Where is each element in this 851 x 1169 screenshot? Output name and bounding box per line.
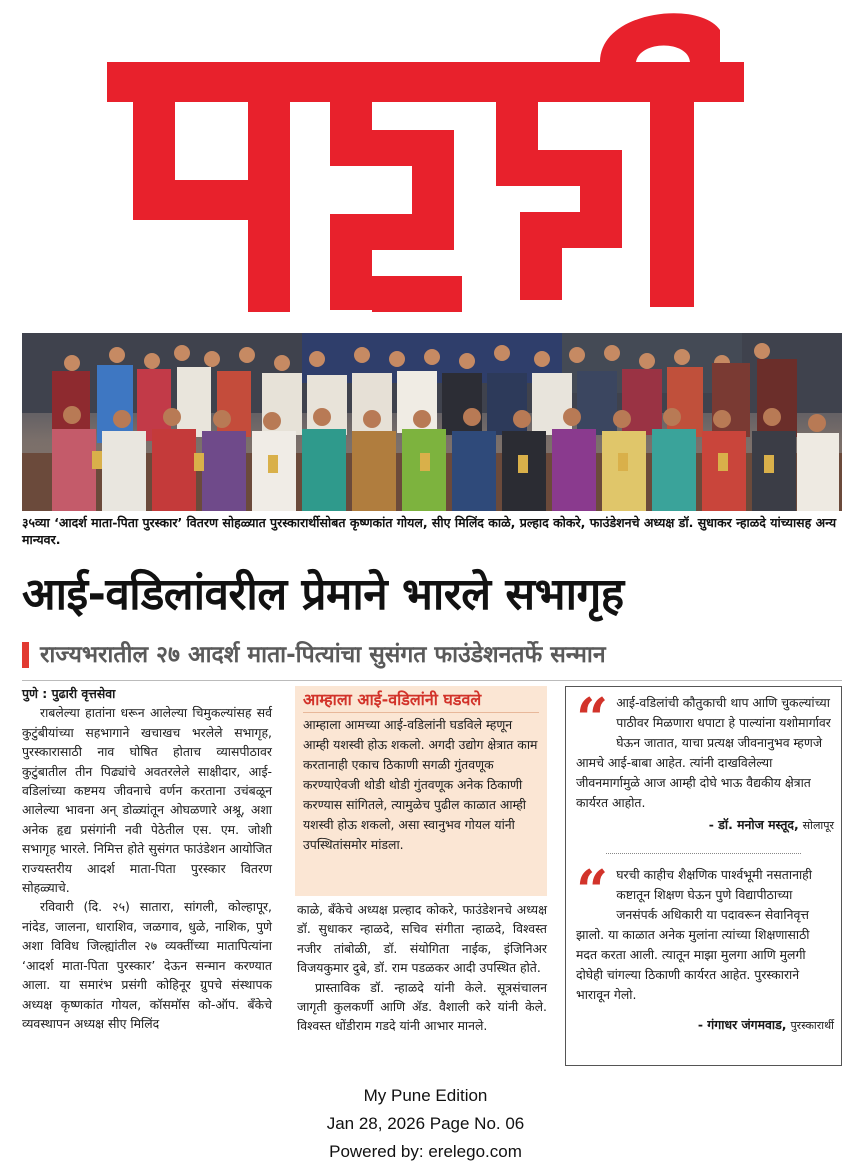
masthead-logo	[0, 0, 851, 320]
quote-2-place: पुरस्कारार्थी	[790, 1019, 834, 1032]
section-divider	[22, 680, 842, 681]
quote-2-text: घरची काहीच शैक्षणिक पार्श्वभूमी नसतानाही कष्टातून शिक्षण घेऊन पुणे विद्यापीठाच्या जनसंपर्क अधिकारी या पदावरून सेवानिवृत्त झालो. या काळात अनेक मुलांना त्यांच्या शिक्षणासाठी मदत करता आली. त्यातून माझा मुलगा आणि मुलगी दोघेही चांगल्या ठिकाणी कार्यरत आहेत. पुरस्काराने भारावून गेलो.	[576, 867, 812, 1002]
quote-2-attribution	[576, 1015, 834, 1036]
event-photo	[22, 333, 842, 511]
quote-mark-icon: “	[576, 686, 609, 752]
quote-mark-icon: “	[576, 858, 609, 924]
highlight-box-body: आम्हाला आमच्या आई-वडिलांनी घडविले म्हणून आम्ही यशस्वी होऊ शकलो. अगदी उद्योग क्षेत्रात काम करतानाही एकाच ठिकाणी सगळी गुंतवणूक करण्याऐवजी थोडी थोडी गुंतवणूक अनेक ठिकाणी करण्यास सांगितले, त्यामुळेच पुढील काळात आम्ही यशस्वी होऊ शकलो, असा स्वानुभव गोयल यांनी उपस्थितांसमोर मांडला.	[303, 717, 538, 852]
powered-by: Powered by: erelego.com	[329, 1142, 522, 1161]
edition-footer	[0, 1082, 851, 1166]
article-paragraph-4: प्रास्ताविक डॉ. न्हाळदे यांनी केले. सूत्रसंचालन जागृती कुलकर्णी आणि ॲड. वैशाली करे यांनी केले. विश्वस्त धोंडीराम गडदे यांनी आभार मानले.	[297, 979, 547, 1034]
article-column-2	[297, 900, 547, 1036]
quote-1-place: सोलापूर	[802, 819, 834, 832]
edition-name: My Pune Edition	[363, 1086, 488, 1105]
masthead	[0, 0, 851, 320]
subheadline	[22, 638, 842, 674]
group-photo-illustration	[22, 333, 842, 511]
dateline: पुणे : पुढारी वृत्तसेवा	[22, 686, 116, 701]
article-column-1	[22, 684, 272, 1033]
photo-caption: ३५व्या ‘आदर्श माता-पिता पुरस्कार’ वितरण सोहळ्यात पुरस्कारार्थीसोबत कृष्णकांत गोयल, सीए मिलिंद काळे, प्रल्हाद कोकरे, फाउंडेशनचे अध्यक्ष डॉ. सुधाकर न्हाळदे यांच्यासह अन्य मान्यवर.	[22, 515, 837, 547]
quote-1-text: आई-वडिलांची कौतुकाची थाप आणि चुकल्यांच्या पाठीवर मिळणारा धपाटा हे पाल्यांना यशोमार्गावर घेऊन जातात, याचा प्रत्यक्ष जीवनानुभव म्हणजे आमचे आई-बाबा आहेत. त्यांनी दाखविलेल्या जीवनमार्गामुळे आज आम्ही दोघे भाऊ वैद्यकीय क्षेत्रात कार्यरत आहोत.	[576, 695, 831, 810]
subhead-text: राज्यभरातील २७ आदर्श माता-पित्यांचा सुसंगत फाउंडेशनतर्फे सन्मान	[40, 642, 606, 668]
article-paragraph-2: रविवारी (दि. २५) सातारा, सांगली, कोल्हापूर, नांदेड, जालना, धाराशिव, जळगाव, धुळे, नाशिक, पुणे अशा विविध जिल्ह्यांतील २७ व्यक्तींच्या मातापित्यांना ‘आदर्श माता-पिता पुरस्कार’ देऊन सन्मान करण्यात आला. या समारंभ प्रसंगी कोहिनूर ग्रुपचे संस्थापक अध्यक्ष कृष्णकांत गोयल, कॉसमॉस को-ऑप. बँकेचे व्यवस्थापन अध्यक्ष सीए मिलिंद	[22, 899, 272, 1031]
quote-1-attribution	[576, 815, 834, 836]
subhead-accent-bar	[22, 642, 29, 668]
headline: आई-वडिलांवरील प्रेमाने भारले सभागृह	[22, 569, 624, 620]
quote-2	[576, 858, 834, 1036]
edition-date-page: Jan 28, 2026 Page No. 06	[326, 1114, 525, 1133]
quotes-box	[565, 686, 842, 1066]
quote-1-name: - डॉ. मनोज मस्तूद,	[708, 817, 799, 832]
quote-2-name: - गंगाधर जंगमवाड,	[697, 1017, 787, 1032]
highlight-box	[295, 686, 547, 896]
article-paragraph-3: काळे, बँकेचे अध्यक्ष प्रल्हाद कोकरे, फाउंडेशनचे अध्यक्ष डॉ. सुधाकर न्हाळदे, सचिव संगीता न्हाळदे, विश्वस्त नजीर तांबोळी, डॉ. संयोगिता नाईक, इंजिनिअर विजयकुमार दुबे, डॉ. राम पडळकर आदी उपस्थित होते.	[297, 902, 547, 976]
highlight-box-title: आम्हाला आई-वडिलांनी घडवले	[303, 688, 539, 713]
article-paragraph-1: राबलेल्या हातांना धरून आलेल्या चिमुकल्यांसह सर्व कुटुंबीयांच्या सहभागाने खचाखच भरलेले सभागृह, पुरस्कारासाठी नाव घोषित होताच व्यासपीठावर कुटुंबातील तीन पिढ्यांचे अवतरलेले साक्षीदार, आई-वडिलांच्या कष्टमय जीवनाचे वर्णन करताना उचंबळून आलेल्या भावना अन् डोळ्यांतून ओघळणारे अश्रू, अशा अनेक हृद्य प्रसंगांनी नवी पेठेतील एस. एम. जोशी सभागृह भारले. निमित्त होते सुसंगत फाउंडेशन आयोजित राज्यस्तरीय आदर्श माता-पिता पुरस्कार वितरण सोहळ्याचे.	[22, 705, 272, 896]
quote-divider	[606, 853, 801, 854]
quote-1	[576, 686, 834, 836]
